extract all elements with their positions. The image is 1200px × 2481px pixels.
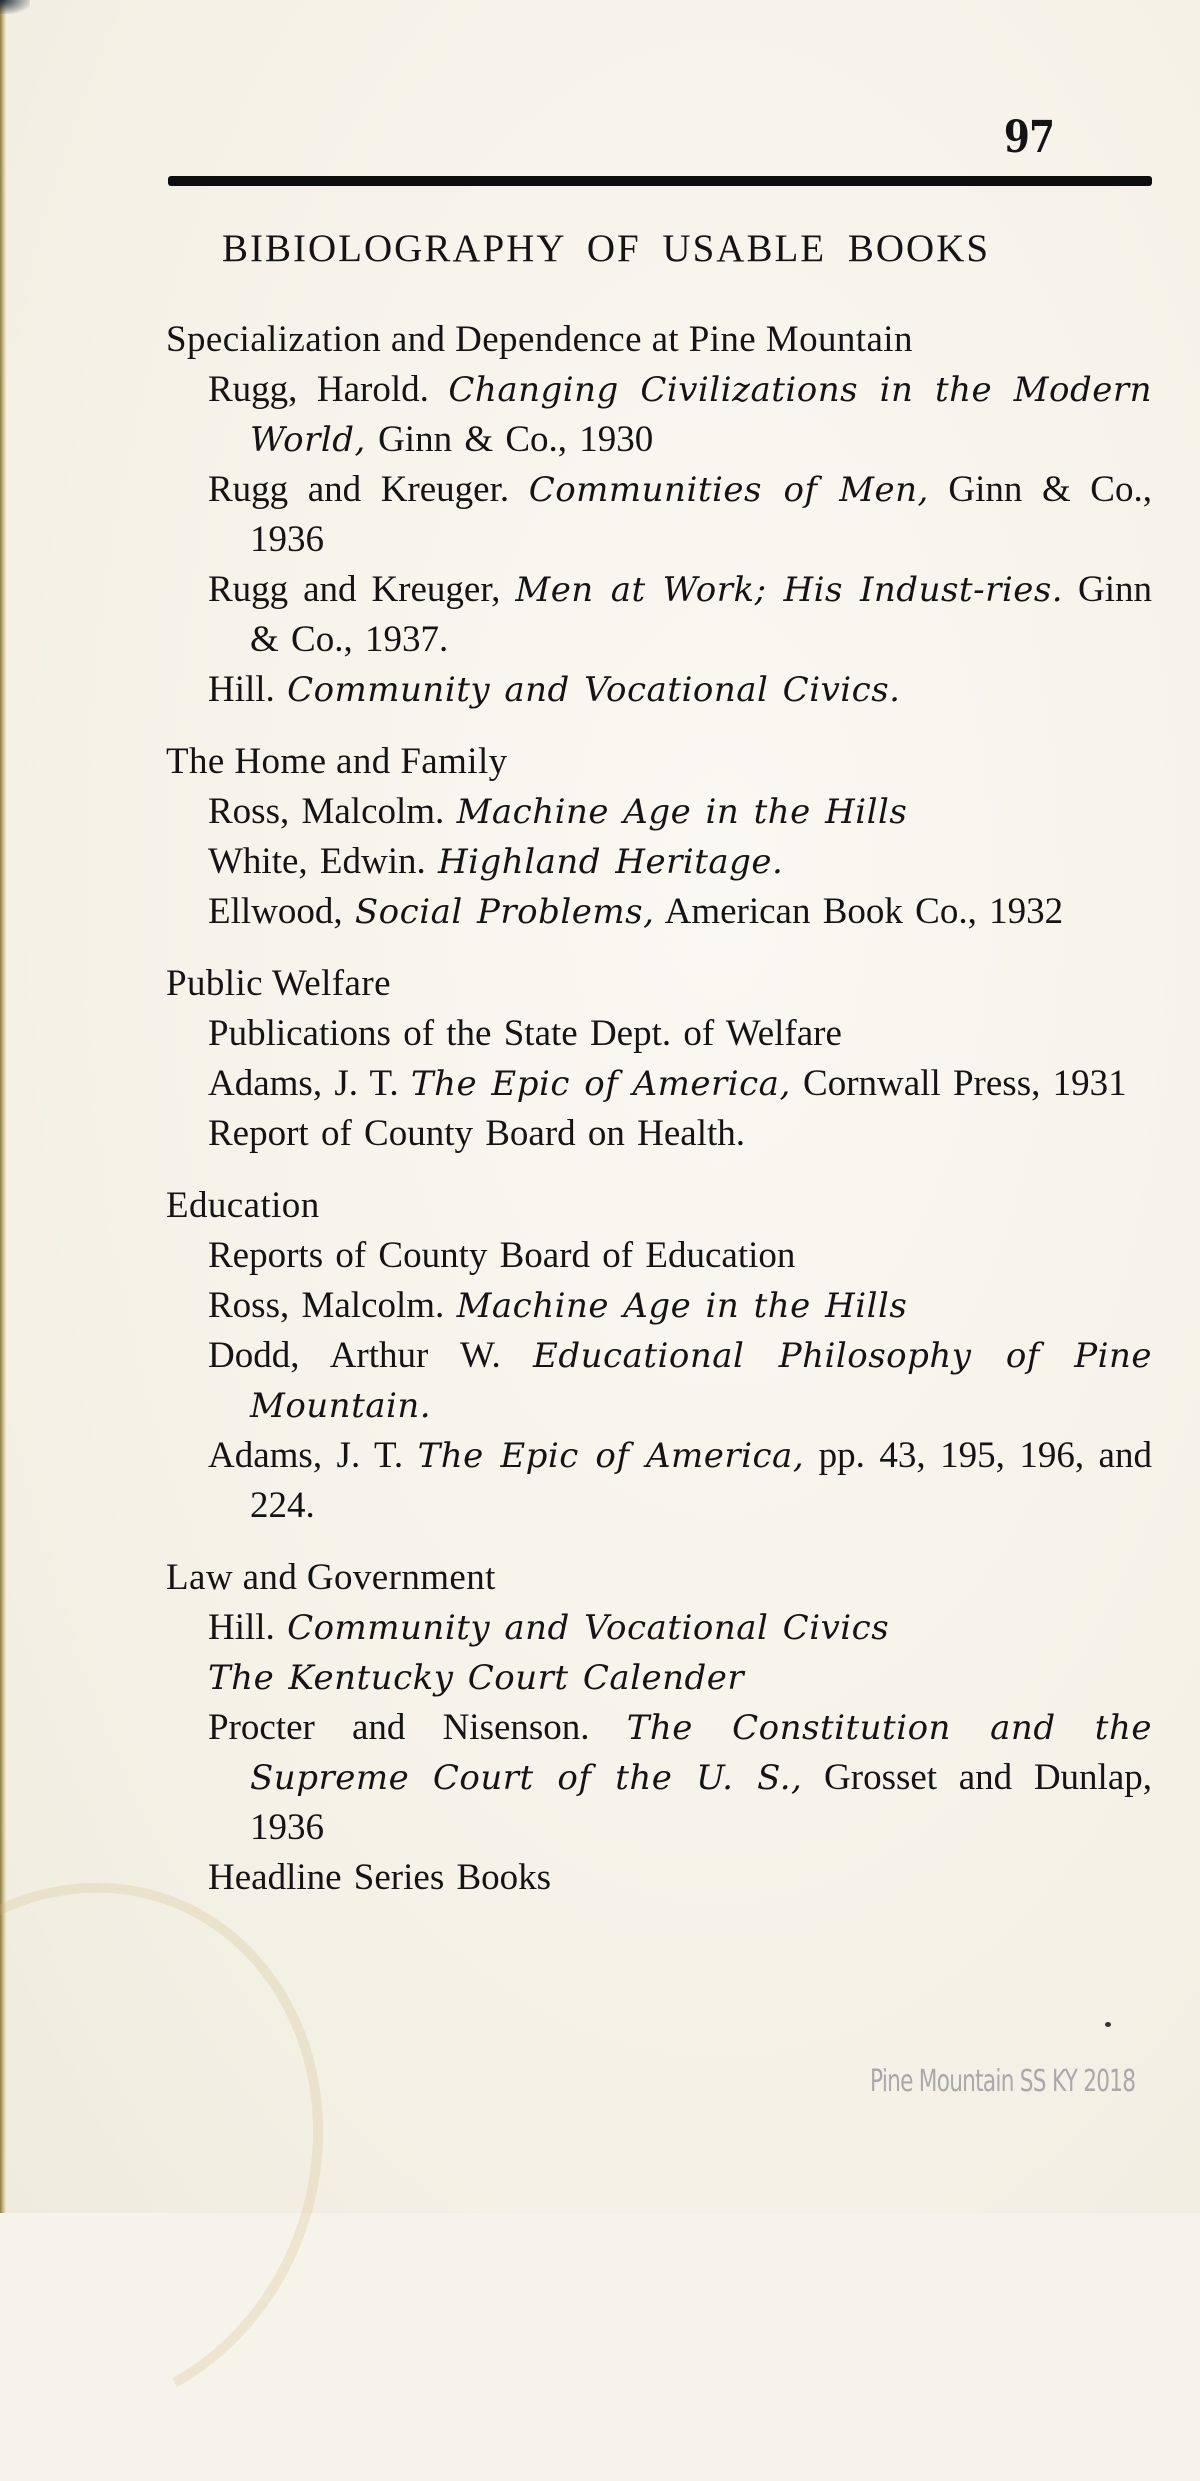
book-title: Educational Philosophy of Pine Mountain.: [250, 1336, 1152, 1426]
entry-text: Ellwood,: [208, 891, 355, 932]
entry-text: Hill.: [208, 669, 288, 710]
bibliography-section: [166, 315, 1152, 715]
book-title: The Epic of America,: [417, 1436, 805, 1476]
entry-text: Ginn & Co., 1937.: [250, 569, 1153, 660]
bibliography-entry: [208, 1331, 1152, 1431]
entry-text: Grosset and Dunlap, 1936: [250, 1757, 1153, 1848]
book-title: Community and Vocational Civics: [287, 1608, 890, 1648]
bibliography-entry: [208, 1231, 1152, 1281]
binding-shadow: [0, 0, 30, 14]
bibliography-entry: [208, 1653, 1152, 1703]
entry-text: Dodd, Arthur W.: [208, 1335, 534, 1376]
entry-text: Procter and Nisenson.: [208, 1707, 627, 1748]
bibliography-section: [166, 1553, 1152, 1903]
bibliography-entry: [208, 1281, 1152, 1331]
entry-text: Rugg, Harold.: [208, 369, 449, 410]
bibliography-entry: [208, 365, 1152, 465]
bibliography-entry: [208, 1431, 1152, 1531]
book-title: Social Problems,: [354, 892, 655, 932]
book-title: The Constitution and the Supreme Court of the U. S.,: [250, 1708, 1152, 1798]
entry-text: Hill.: [208, 1607, 288, 1648]
book-title: Community and Vocational Civics.: [287, 670, 901, 710]
entry-text: Ross, Malcolm.: [208, 1285, 457, 1326]
book-title: Machine Age in the Hills: [456, 792, 908, 832]
entry-text: Publications of the State Dept. of Welfare: [208, 1013, 842, 1054]
bibliography-entry: [208, 465, 1152, 565]
book-title: Highland Heritage.: [438, 842, 784, 882]
bibliography-entry: [208, 665, 1152, 715]
section-heading: Specialization and Dependence at Pine Mountain: [166, 319, 913, 360]
book-title: The Epic of America,: [410, 1064, 791, 1104]
page-number: 97: [1003, 112, 1054, 163]
book-title: The Kentucky Court Calender: [208, 1658, 745, 1698]
entry-text: Report of County Board on Health.: [208, 1113, 746, 1154]
bibliography-entry: [208, 1603, 1152, 1653]
bibliography-entry: [208, 787, 1152, 837]
bibliography-section: [166, 1181, 1152, 1531]
entry-text: pp. 43, 195, 196, and 224.: [250, 1435, 1152, 1526]
bibliography-entry: [208, 837, 1152, 887]
binding-edge: [0, 0, 6, 2213]
bibliography-entry: [208, 1109, 1152, 1159]
watermark: Pine Mountain SS KY 2018: [870, 2064, 1136, 2099]
bibliography-entry: [208, 1703, 1152, 1853]
paper-speck: [1105, 2022, 1111, 2027]
book-title: Changing Civilizations in the Modern World,: [250, 370, 1152, 460]
header-rule: [168, 176, 1152, 186]
section-heading: Law and Government: [166, 1557, 496, 1598]
entry-text: Adams, J. T.: [208, 1063, 411, 1104]
bibliography-entry: [208, 1853, 1152, 1903]
entry-text: Reports of County Board of Education: [208, 1235, 796, 1276]
page-title: BIBIOLOGRAPHY OF USABLE BOOKS: [222, 227, 991, 270]
bibliography-entry: [208, 565, 1152, 665]
section-heading: The Home and Family: [166, 741, 508, 782]
book-title: Men at Work; His Indust-ries.: [515, 570, 1064, 610]
bibliography-entry: [208, 1009, 1152, 1059]
entry-text: Adams, J. T.: [208, 1435, 418, 1476]
entry-text: Cornwall Press, 1931: [790, 1063, 1127, 1104]
section-heading: Public Welfare: [166, 963, 391, 1004]
book-title: Communities of Men,: [528, 470, 929, 510]
entry-text: Ginn & Co., 1936: [250, 469, 1152, 560]
bibliography-content: [166, 315, 1152, 1925]
bibliography-entry: [208, 887, 1152, 937]
entry-text: American Book Co., 1932: [654, 891, 1064, 932]
book-title: Machine Age in the Hills: [456, 1286, 908, 1326]
entry-text: Ginn & Co., 1930: [365, 419, 654, 460]
entry-text: Rugg and Kreuger.: [208, 469, 529, 510]
entry-text: Headline Series Books: [208, 1857, 552, 1898]
section-heading: Education: [166, 1185, 320, 1226]
bibliography-entry: [208, 1059, 1152, 1109]
entry-text: Ross, Malcolm.: [208, 791, 457, 832]
bibliography-section: [166, 737, 1152, 937]
entry-text: Rugg and Kreuger,: [208, 569, 516, 610]
entry-text: White, Edwin.: [208, 841, 439, 882]
bibliography-section: [166, 959, 1152, 1159]
